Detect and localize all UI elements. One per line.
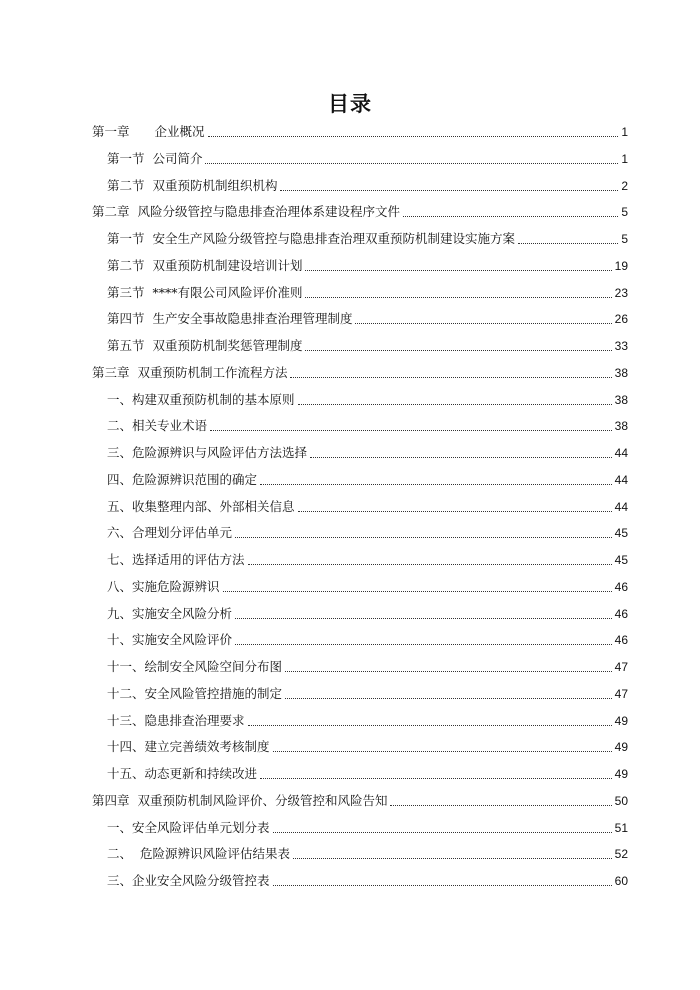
toc-entry[interactable]	[107, 600, 628, 622]
toc-entry[interactable]	[107, 680, 628, 702]
dot-leader	[208, 136, 619, 137]
toc-entry-text: 七、选择适用的评估方法	[107, 552, 245, 567]
toc-entry-page: 47	[614, 686, 628, 701]
toc-entry-page: 49	[614, 740, 628, 755]
toc-entry-text: 第三节 ****有限公司风险评价准则	[107, 284, 303, 300]
dot-leader	[285, 671, 612, 672]
toc-entry[interactable]	[92, 198, 628, 220]
toc-entry[interactable]	[107, 225, 628, 247]
toc-entry-page: 38	[614, 392, 628, 407]
toc-entry-page: 49	[614, 713, 628, 728]
toc-entry-text: 三、危险源辨识与风险评估方法选择	[107, 445, 308, 460]
toc-entry-text: 十二、安全风险管控措施的制定	[107, 685, 283, 701]
toc-entry[interactable]	[107, 840, 628, 862]
toc-entry-text: 第二节 双重预防机制建设培训计划	[107, 257, 303, 273]
dot-leader	[248, 564, 612, 565]
toc-entry-text: 第一章 企业概况	[92, 124, 205, 139]
toc-entry-page: 1	[621, 151, 628, 166]
dot-leader	[390, 805, 611, 806]
toc-entry[interactable]	[107, 733, 628, 755]
toc-entry-page: 47	[614, 660, 628, 674]
toc-entry[interactable]	[107, 760, 628, 782]
toc-entry-page: 33	[614, 339, 628, 353]
toc-entry-text: 五、收集整理内部、外部相关信息	[107, 498, 295, 514]
toc-entry-page: 45	[614, 526, 628, 541]
toc-entry-text: 第四章 双重预防机制风险评价、分级管控和风险告知	[92, 792, 388, 808]
toc-entry[interactable]	[107, 867, 628, 889]
toc-entry-page: 52	[614, 847, 628, 862]
dot-leader	[205, 163, 618, 164]
toc-entry-page: 38	[614, 365, 628, 380]
toc-entry-text: 一、构建双重预防机制的基本原则	[107, 391, 295, 407]
toc-entry-text: 八、实施危险源辨识	[107, 578, 220, 594]
dot-leader	[290, 377, 611, 378]
toc-entry[interactable]	[107, 172, 628, 194]
toc-entry-text: 二、相关专业术语	[107, 418, 208, 434]
dot-leader	[305, 297, 611, 298]
toc-entry-page: 44	[614, 446, 628, 460]
toc-entry[interactable]	[107, 653, 628, 675]
toc-entry-page: 5	[621, 232, 628, 246]
dot-leader	[248, 725, 612, 726]
toc-entry-page: 50	[614, 793, 628, 808]
toc-entry-text: 六、合理划分评估单元	[107, 525, 233, 541]
dot-leader	[305, 270, 611, 271]
toc-entry-page: 46	[614, 633, 628, 648]
dot-leader	[235, 618, 612, 619]
dot-leader	[403, 216, 618, 217]
toc-entry-page: 38	[614, 419, 628, 434]
toc-entry-text: 第一节 安全生产风险分级管控与隐患排查治理双重预防机制建设实施方案	[107, 231, 515, 246]
toc-entry-text: 一、安全风险评估单元划分表	[107, 819, 270, 835]
toc-entry[interactable]	[107, 145, 628, 167]
dot-leader	[210, 430, 612, 431]
dot-leader	[285, 698, 612, 699]
toc-entry[interactable]	[92, 787, 628, 809]
dot-leader	[298, 404, 612, 405]
dot-leader	[223, 591, 612, 592]
toc-entry[interactable]	[92, 118, 628, 140]
toc-entry[interactable]	[107, 493, 628, 515]
dot-leader	[305, 350, 611, 351]
toc-entry-text: 第二章 风险分级管控与隐患排查治理体系建设程序文件	[92, 204, 400, 220]
toc-entry-text: 十一、绘制安全风险空间分布图	[107, 659, 283, 674]
toc-entry-page: 19	[614, 258, 628, 273]
toc-entry-text: 三、企业安全风险分级管控表	[107, 873, 270, 888]
toc-entry[interactable]	[107, 305, 628, 327]
toc-entry-page: 46	[614, 606, 628, 621]
toc-entry-page: 46	[614, 579, 628, 594]
toc-entry[interactable]	[107, 412, 628, 434]
toc-entry-page: 44	[614, 499, 628, 514]
toc-entry-text: 十四、建立完善绩效考核制度	[107, 739, 270, 755]
toc-entry-page: 51	[614, 820, 628, 835]
toc-entry-page: 2	[621, 178, 628, 193]
toc-entry-text: 第二节 双重预防机制组织机构	[107, 177, 278, 193]
dot-leader	[235, 644, 612, 645]
dot-leader	[260, 778, 612, 779]
toc-entry[interactable]	[107, 332, 628, 354]
toc-entry-text: 第一节 公司简介	[107, 150, 203, 166]
toc-entry-page: 1	[621, 125, 628, 139]
toc-entry[interactable]	[107, 439, 628, 461]
toc-entry-text: 第五节 双重预防机制奖惩管理制度	[107, 338, 303, 353]
dot-leader	[273, 832, 612, 833]
toc-entry-page: 60	[614, 874, 628, 888]
toc-entry[interactable]	[107, 519, 628, 541]
toc-entry-text: 九、实施安全风险分析	[107, 605, 233, 621]
dot-leader	[273, 751, 612, 752]
toc-entry-text: 二、 危险源辨识风险评估结果表	[107, 846, 290, 862]
dot-leader	[260, 484, 612, 485]
dot-leader	[273, 885, 612, 886]
toc-entry-page: 23	[614, 285, 628, 300]
toc-entry[interactable]	[107, 279, 628, 301]
toc-entry[interactable]	[107, 814, 628, 836]
toc-entry-text: 十、实施安全风险评价	[107, 632, 233, 648]
toc-entry-page: 49	[614, 767, 628, 781]
toc-entry-text: 十五、动态更新和持续改进	[107, 766, 258, 781]
dot-leader	[280, 190, 618, 191]
dot-leader	[298, 511, 612, 512]
dot-leader	[293, 858, 612, 859]
dot-leader	[310, 457, 612, 458]
dot-leader	[235, 537, 612, 538]
toc-entry-page: 5	[621, 205, 628, 220]
toc-entry[interactable]	[92, 359, 628, 381]
toc-entry-text: 四、危险源辨识范围的确定	[107, 471, 258, 487]
toc-entry[interactable]	[107, 626, 628, 648]
toc-entry[interactable]	[107, 573, 628, 595]
toc-entry-page: 26	[614, 312, 628, 327]
toc-entry-text: 第三章 双重预防机制工作流程方法	[92, 364, 288, 380]
toc-entry-text: 第四节 生产安全事故隐患排查治理管理制度	[107, 311, 353, 327]
toc-entry[interactable]	[107, 546, 628, 568]
dot-leader	[355, 323, 611, 324]
page-title: 目录	[328, 92, 372, 116]
toc-entry-text: 十三、隐患排查治理要求	[107, 712, 245, 728]
toc-entry[interactable]	[107, 252, 628, 274]
toc-entry-page: 44	[614, 472, 628, 487]
toc-entry[interactable]	[107, 466, 628, 488]
dot-leader	[518, 243, 618, 244]
toc-entry[interactable]	[107, 386, 628, 408]
toc-entry[interactable]	[107, 707, 628, 729]
toc-entry-page: 45	[614, 553, 628, 567]
